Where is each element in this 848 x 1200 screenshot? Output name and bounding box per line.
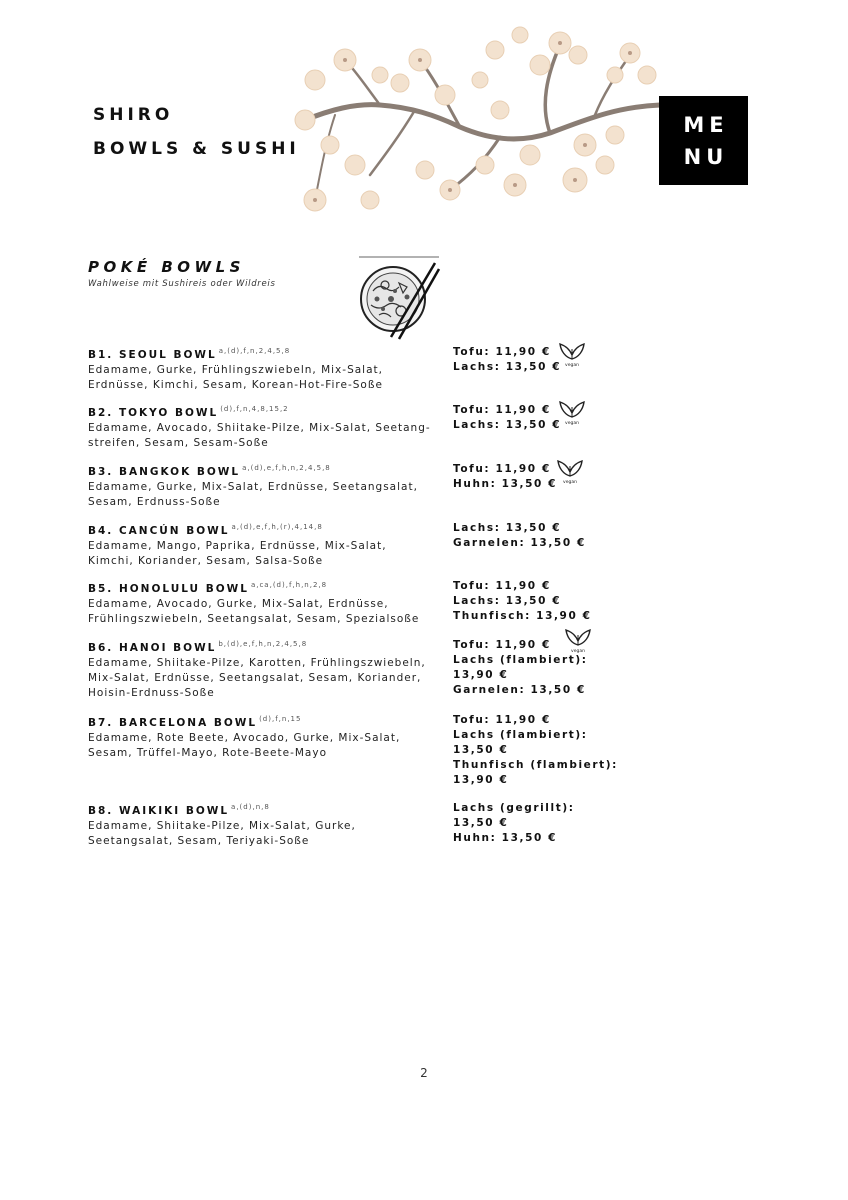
item-name: B3. BANGKOK BOWL xyxy=(88,466,241,478)
menu-badge xyxy=(659,96,748,185)
item-name: B1. SEOUL BOWL xyxy=(88,349,217,361)
bowl-chopsticks-illustration xyxy=(355,255,441,343)
price-line: Lachs: 13,50 € xyxy=(453,419,562,431)
price-line: Lachs: 13,50 € xyxy=(453,522,562,534)
item-allergens: (d),f,n,4,8,15,2 xyxy=(220,405,289,413)
section-subtitle: Wahlweise mit Sushireis oder Wildreis xyxy=(88,279,276,289)
item-prices-b8 xyxy=(453,801,653,846)
item-description-line: Edamame, Avocado, Gurke, Mix-Salat, Erdnüsse, xyxy=(88,598,389,610)
price-line: Tofu: 11,90 € xyxy=(453,639,551,651)
item-description-line: Edamame, Rote Beete, Avocado, Gurke, Mix-Salat, xyxy=(88,732,401,744)
vegan-leaf-icon xyxy=(555,458,585,484)
item-allergens: a,(d),e,f,h,n,2,4,5,8 xyxy=(242,464,331,472)
price-line: Garnelen: 13,50 € xyxy=(453,537,586,549)
item-allergens: a,(d),n,8 xyxy=(231,803,270,811)
item-description-line: Edamame, Mango, Paprika, Erdnüsse, Mix-Salat, xyxy=(88,540,387,552)
price-line: Huhn: 13,50 € xyxy=(453,478,558,490)
price-line: 13,90 € xyxy=(453,669,509,681)
menu-item-b5 xyxy=(88,578,448,627)
price-line: Thunfisch (flambiert): xyxy=(453,759,618,771)
vegan-label: vegan xyxy=(563,480,577,484)
menu-item-b8 xyxy=(88,800,448,849)
vegan-leaf-icon xyxy=(557,341,587,367)
item-description-line: Erdnüsse, Kimchi, Sesam, Korean-Hot-Fire-Soße xyxy=(88,379,383,391)
price-line: Huhn: 13,50 € xyxy=(453,832,558,844)
item-name: B7. BARCELONA BOWL xyxy=(88,717,258,729)
vegan-leaf-icon xyxy=(563,627,593,653)
item-description-line: Seetangsalat, Sesam, Teriyaki-Soße xyxy=(88,835,310,847)
price-line: 13,50 € xyxy=(453,817,509,829)
item-name: B5. HONOLULU BOWL xyxy=(88,583,249,595)
item-allergens: b,(d),e,f,h,n,2,4,5,8 xyxy=(218,640,308,648)
brand-line-2: BOWLS & SUSHI xyxy=(93,139,300,159)
item-prices-b4 xyxy=(453,521,653,551)
price-line: 13,90 € xyxy=(453,774,509,786)
price-line: Thunfisch: 13,90 € xyxy=(453,610,592,622)
item-description-line: Kimchi, Koriander, Sesam, Salsa-Soße xyxy=(88,555,324,567)
item-prices-b5 xyxy=(453,579,653,624)
item-description-line: Frühlingszwiebeln, Seetangsalat, Sesam, Spezialsoße xyxy=(88,613,420,625)
vegan-label: vegan xyxy=(571,649,585,653)
price-line: Tofu: 11,90 € xyxy=(453,404,551,416)
price-line: 13,50 € xyxy=(453,744,509,756)
item-description-line: Edamame, Avocado, Shiitake-Pilze, Mix-Salat, Seetang- xyxy=(88,422,431,434)
item-name: B2. TOKYO BOWL xyxy=(88,407,219,419)
menu-item-b2 xyxy=(88,402,448,451)
price-line: Tofu: 11,90 € xyxy=(453,463,551,475)
brand-line-1: SHIRO xyxy=(93,105,174,125)
restaurant-name xyxy=(93,105,300,159)
item-prices-b2 xyxy=(453,403,653,433)
menu-badge-line-1: ME xyxy=(683,112,729,137)
item-description-line: Hoisin-Erdnuss-Soße xyxy=(88,687,215,699)
item-allergens: a,ca,(d),f,h,n,2,8 xyxy=(250,581,328,589)
item-description-line: Edamame, Gurke, Mix-Salat, Erdnüsse, Seetangsalat, xyxy=(88,481,418,493)
item-allergens: (d),f,n,15 xyxy=(259,715,302,723)
item-description-line: Edamame, Shiitake-Pilze, Mix-Salat, Gurke, xyxy=(88,820,356,832)
price-line: Tofu: 11,90 € xyxy=(453,714,551,726)
menu-item-b6 xyxy=(88,637,448,701)
menu-item-b4 xyxy=(88,520,448,569)
vegan-leaf-icon xyxy=(557,399,587,425)
item-name: B6. HANOI BOWL xyxy=(88,642,217,654)
item-description-line: Sesam, Trüffel-Mayo, Rote-Beete-Mayo xyxy=(88,747,328,759)
item-description-line: streifen, Sesam, Sesam-Soße xyxy=(88,437,269,449)
price-line: Tofu: 11,90 € xyxy=(453,580,551,592)
price-line: Lachs (gegrillt): xyxy=(453,802,575,814)
page-number: 2 xyxy=(420,1066,428,1080)
price-line: Lachs: 13,50 € xyxy=(453,595,562,607)
section-title: POKÉ BOWLS xyxy=(88,258,245,276)
item-name: B8. WAIKIKI BOWL xyxy=(88,805,230,817)
menu-item-b1 xyxy=(88,344,448,393)
item-prices-b6 xyxy=(453,638,653,698)
item-allergens: a,(d),e,f,h,(r),4,14,8 xyxy=(231,523,323,531)
price-line: Lachs: 13,50 € xyxy=(453,361,562,373)
vegan-label: vegan xyxy=(565,363,579,367)
item-prices-b7 xyxy=(453,713,653,788)
cherry-blossom-branch-illustration xyxy=(285,15,665,220)
item-description-line: Mix-Salat, Erdnüsse, Seetangsalat, Sesam, Koriander, xyxy=(88,672,422,684)
item-name: B4. CANCÚN BOWL xyxy=(88,525,230,537)
price-line: Lachs (flambiert): xyxy=(453,729,588,741)
item-description-line: Edamame, Shiitake-Pilze, Karotten, Frühlingszwiebeln, xyxy=(88,657,426,669)
vegan-label: vegan xyxy=(565,421,579,425)
item-prices-b3 xyxy=(453,462,653,492)
price-line: Tofu: 11,90 € xyxy=(453,346,551,358)
item-description-line: Edamame, Gurke, Frühlingszwiebeln, Mix-Salat, xyxy=(88,364,383,376)
menu-item-b7 xyxy=(88,712,448,761)
price-line: Lachs (flambiert): xyxy=(453,654,588,666)
item-allergens: a,(d),f,n,2,4,5,8 xyxy=(218,347,291,355)
menu-item-b3 xyxy=(88,461,448,510)
menu-badge-line-2: NU xyxy=(683,144,729,169)
section-header xyxy=(88,258,276,289)
item-description-line: Sesam, Erdnuss-Soße xyxy=(88,496,221,508)
price-line: Garnelen: 13,50 € xyxy=(453,684,586,696)
item-prices-b1 xyxy=(453,345,653,375)
